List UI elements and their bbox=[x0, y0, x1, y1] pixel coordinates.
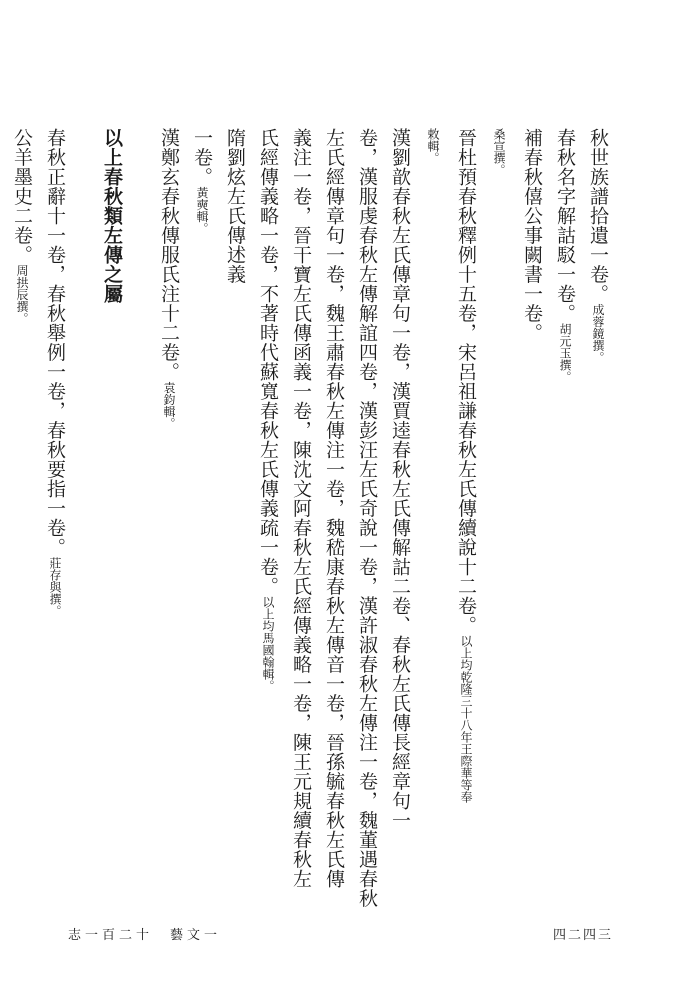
blank-column bbox=[129, 128, 151, 918]
text-column: 卷，漢服虔春秋左傳解誼四卷，漢彭汪左氏奇說一卷，漢許淑春秋左傳注一卷，魏董遇春秋 bbox=[356, 128, 378, 908]
text-column: 敕輯。 bbox=[426, 128, 440, 164]
section-label: 志一百二十 藝文一 bbox=[68, 927, 222, 943]
page-footer bbox=[68, 918, 613, 948]
text-column: 補春秋僖公事闕書一卷。 bbox=[521, 128, 543, 343]
text-column: 隋劉炫左氏傳述義 bbox=[224, 128, 246, 284]
text-column: 氏經傳義略一卷，不著時代蘇寬春秋左氏傳義疏一卷。以上均馬國翰輯。 bbox=[257, 128, 279, 692]
text-column: 秋世族譜拾遺一卷。成蓉鏡撰。 bbox=[587, 128, 609, 364]
text-column: 公羊墨史二卷。周拱辰撰。 bbox=[11, 128, 33, 325]
text-column: 義注一卷，晉干寶左氏傳函義一卷，陳沈文阿春秋左氏經傳義略一卷，陳王元規續春秋左 bbox=[290, 128, 312, 889]
text-column: 桑宣撰。 bbox=[492, 128, 506, 176]
blank-column bbox=[72, 128, 94, 918]
text-column: 左氏經傳章句一卷，魏王肅春秋左傳注一卷，魏嵇康春秋左傳音一卷，晉孫毓春秋左氏傳 bbox=[323, 128, 345, 889]
text-column: 春秋正辭十一卷，春秋舉例一卷，春秋要指一卷。莊存與撰。 bbox=[44, 128, 66, 617]
text-column: 晉杜預春秋釋例十五卷，宋呂祖謙春秋左氏傳續說十二卷。以上均乾隆三十八年王際華等奉 bbox=[455, 128, 477, 803]
text-column: 一卷。黃奭輯。 bbox=[191, 128, 213, 235]
text-column: 春秋名字解詁駁一卷。胡元玉撰。 bbox=[554, 128, 576, 383]
vertical-text-block bbox=[0, 128, 613, 918]
text-column: 漢劉歆春秋左氏傳章句一卷，漢賈逵春秋左氏傳解詁二卷、春秋左氏傳長經章句一 bbox=[389, 128, 411, 830]
text-column bbox=[0, 128, 4, 918]
section-heading: 以上春秋類左傳之屬 bbox=[101, 128, 123, 304]
page-number: 四二四三 bbox=[552, 927, 613, 943]
text-column: 漢鄭玄春秋傳服氏注十二卷。袁鈞輯。 bbox=[158, 128, 180, 430]
